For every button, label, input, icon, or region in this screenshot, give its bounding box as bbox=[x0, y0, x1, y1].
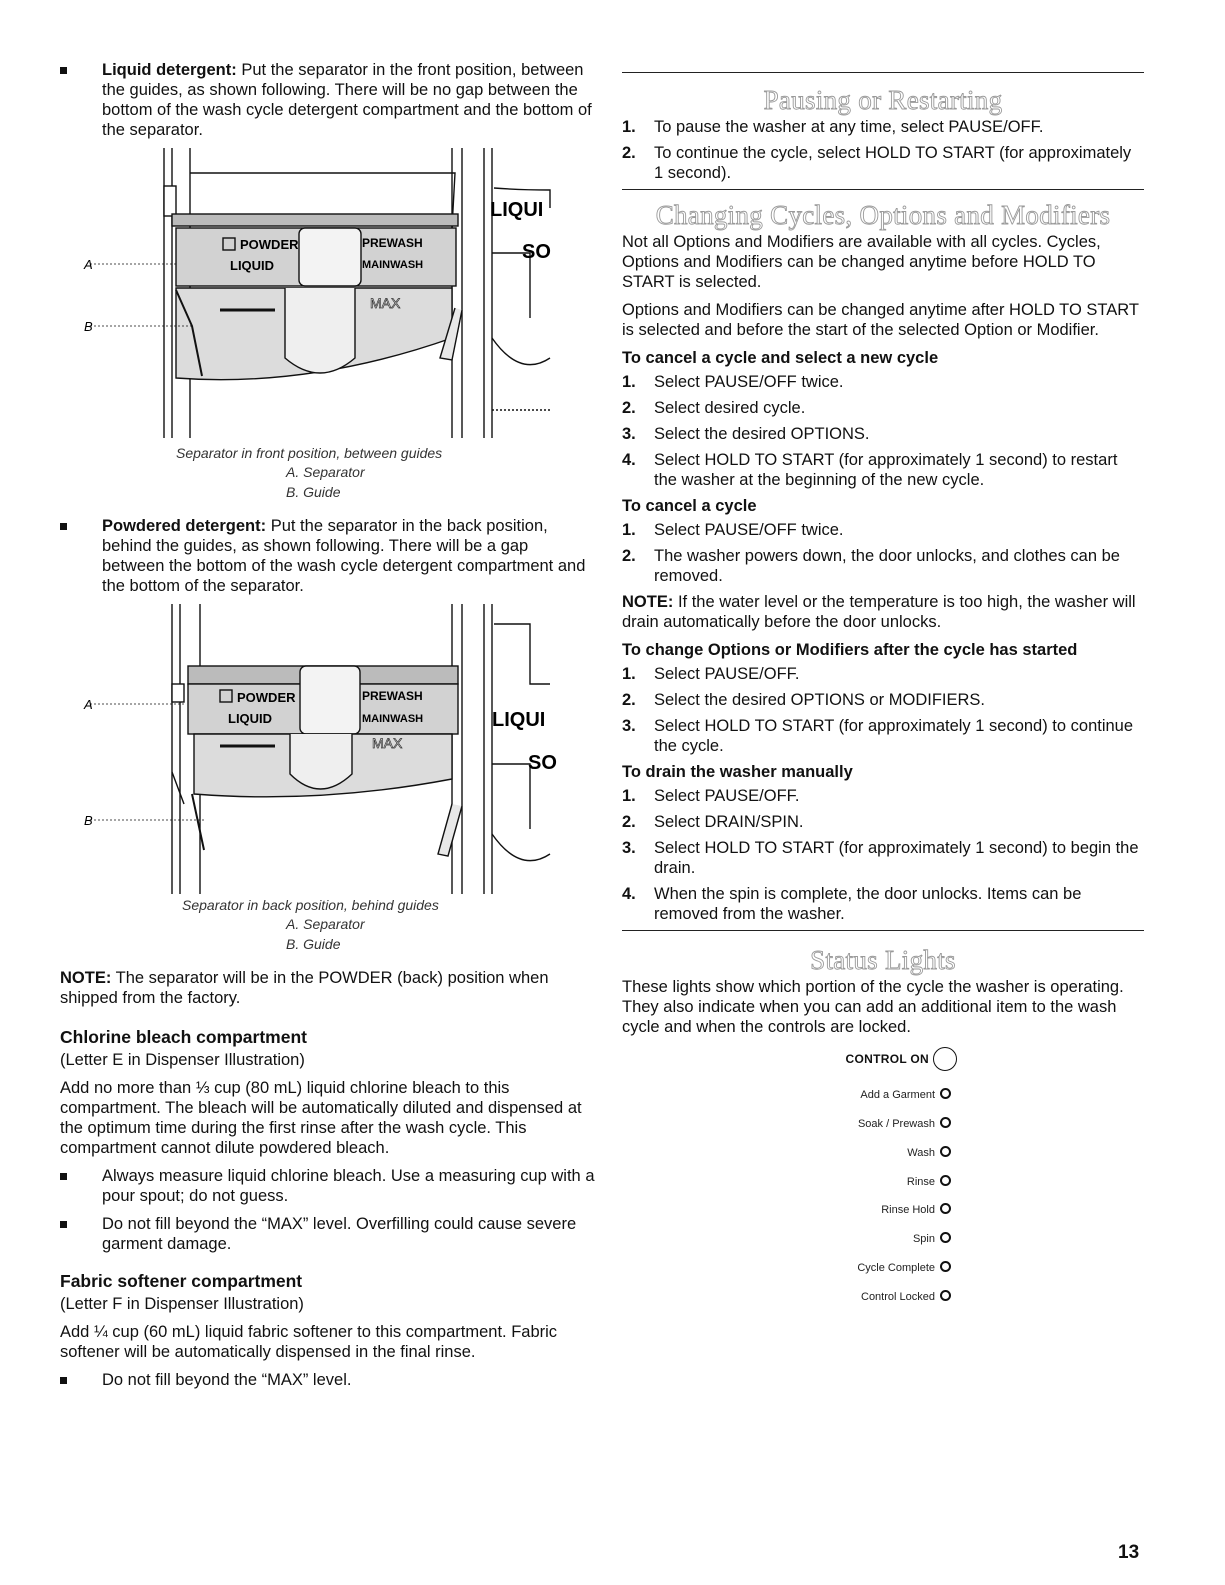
left-column bbox=[60, 60, 595, 1398]
liquid-label: LIQUID bbox=[228, 711, 273, 726]
drain-note bbox=[622, 592, 1144, 632]
cancel-heading: To cancel a cycle bbox=[622, 497, 757, 515]
status-title: Status Lights bbox=[810, 945, 956, 975]
powder-label: POWDER bbox=[237, 690, 296, 705]
figure-caption-front: Separator in front position, between guides bbox=[176, 445, 443, 461]
status-light-icon bbox=[940, 1175, 951, 1186]
status-text: These lights show which portion of the cycle the washer is operating. They also indicate when you can add an additional item to the wash cycle and when the controls are locked. bbox=[622, 978, 1124, 1036]
list-item: 3. Select the desired OPTIONS. bbox=[622, 425, 870, 443]
list-item: 2. Select desired cycle. bbox=[622, 399, 806, 417]
status-light-icon bbox=[940, 1203, 951, 1214]
changing-p1: Not all Options and Modifiers are available with all cycles. Cycles, Options and Modifiers can be changed anytime before HOLD TO START is selected. bbox=[622, 233, 1101, 291]
section-rule bbox=[622, 72, 1144, 73]
chlorine-text: Add no more than ⅓ cup (80 mL) liquid chlorine bleach to this compartment. The bleach will be automatically diluted and dispensed at the optimum time during the first rinse after the wash cycle. This compartment cannot dilute powdered bleach. bbox=[60, 1079, 582, 1157]
status-light-icon bbox=[940, 1088, 951, 1099]
changing-title: Changing Cycles, Options and Modifiers bbox=[655, 200, 1111, 230]
side-label-bottom: SO bbox=[522, 241, 551, 263]
dispenser-illustration-front bbox=[60, 148, 595, 448]
control-on-indicator-icon bbox=[933, 1047, 957, 1071]
side-label-bottom: SO bbox=[528, 752, 557, 774]
prewash-label: PREWASH bbox=[362, 236, 423, 250]
list-item: 1. Select PAUSE/OFF. bbox=[622, 665, 800, 683]
list-item: 1. Select PAUSE/OFF. bbox=[622, 787, 800, 805]
cancel-new-steps bbox=[622, 372, 1144, 490]
drain-steps bbox=[622, 786, 1144, 924]
figure-caption-back: Separator in back position, behind guides bbox=[182, 897, 439, 913]
legend-a-front: A. Separator bbox=[286, 464, 365, 480]
status-light-label: Rinse Hold bbox=[881, 1204, 935, 1216]
cancel-steps bbox=[622, 520, 1144, 586]
liquid-detergent-label: Liquid detergent: bbox=[102, 61, 237, 79]
list-item: 3. Select HOLD TO START (for approximately 1 second) to begin the drain. bbox=[622, 839, 1139, 877]
status-light-icon bbox=[940, 1261, 951, 1272]
status-light-label: Wash bbox=[907, 1147, 935, 1159]
prewash-label: PREWASH bbox=[362, 689, 423, 703]
status-light-icon bbox=[940, 1146, 951, 1157]
powdered-detergent-label: Powdered detergent: bbox=[102, 517, 267, 535]
control-on-row bbox=[846, 1047, 957, 1071]
note-text: If the water level or the temperature is too high, the washer will drain automatically before the door unlocks. bbox=[622, 593, 1136, 631]
status-light-label: Rinse bbox=[906, 1176, 935, 1188]
status-light-row bbox=[857, 1258, 957, 1278]
status-light-icon bbox=[940, 1290, 951, 1301]
callout-b: B bbox=[84, 319, 93, 334]
right-column bbox=[622, 60, 1144, 1367]
status-light-row bbox=[907, 1143, 957, 1163]
status-light-row bbox=[860, 1085, 957, 1105]
note-label: NOTE: bbox=[60, 969, 112, 987]
cancel-new-heading: To cancel a cycle and select a new cycle bbox=[622, 349, 939, 367]
powdered-detergent-item bbox=[60, 516, 595, 596]
changing-p2: Options and Modifiers can be changed anytime after HOLD TO START is selected and before the start of the selected Option or Modifier. bbox=[622, 301, 1139, 339]
liquid-detergent-item bbox=[60, 60, 595, 140]
figure-back-position bbox=[60, 604, 595, 954]
note-text: The separator will be in the POWDER (back) position when shipped from the factory. bbox=[60, 969, 549, 1007]
max-label: MAX bbox=[370, 295, 401, 311]
status-lights-panel bbox=[622, 1047, 957, 1367]
status-light-label: Cycle Complete bbox=[857, 1262, 935, 1274]
list-item: 1. Select PAUSE/OFF twice. bbox=[622, 521, 844, 539]
callout-b: B bbox=[84, 813, 93, 828]
section-rule bbox=[622, 930, 1144, 931]
list-item: 4. When the spin is complete, the door unlocks. Items can be removed from the washer. bbox=[622, 885, 1082, 923]
chlorine-heading: Chlorine bleach compartment bbox=[60, 1027, 307, 1047]
fabric-bullet: Do not fill beyond the “MAX” level. bbox=[60, 1370, 595, 1390]
list-item: 2. Select DRAIN/SPIN. bbox=[622, 813, 804, 831]
page-number: 13 bbox=[1118, 1542, 1140, 1563]
status-light-row bbox=[858, 1114, 957, 1134]
list-item: 2. Select the desired OPTIONS or MODIFIERS. bbox=[622, 691, 986, 709]
status-light-icon bbox=[940, 1232, 951, 1243]
status-light-row bbox=[861, 1287, 957, 1307]
fabric-text: Add ¼ cup (60 mL) liquid fabric softener to this compartment. Fabric softener will be automatically dispensed in the final rinse. bbox=[60, 1323, 558, 1361]
status-light-icon bbox=[940, 1117, 951, 1128]
side-label-top: LIQUI bbox=[490, 199, 544, 221]
dispenser-illustration-back bbox=[60, 604, 595, 906]
status-light-row bbox=[907, 1172, 957, 1192]
list-item: 1. Select PAUSE/OFF twice. bbox=[622, 373, 844, 391]
status-light-label: Control Locked bbox=[861, 1291, 935, 1303]
callout-a: A bbox=[84, 697, 93, 712]
list-item: 2. To continue the cycle, select HOLD TO START (for approximately 1 second). bbox=[622, 144, 1132, 182]
chlorine-bullet: Always measure liquid chlorine bleach. Use a measuring cup with a pour spout; do not guess. bbox=[60, 1166, 595, 1206]
status-light-row bbox=[913, 1229, 957, 1249]
list-item: 4. Select HOLD TO START (for approximately 1 second) to restart the washer at the beginning of the new cycle. bbox=[622, 451, 1118, 489]
legend-a-back: A. Separator bbox=[286, 916, 365, 932]
mainwash-label: MAINWASH bbox=[362, 259, 424, 271]
figure-front-position bbox=[60, 148, 595, 502]
list-item: 3. Select HOLD TO START (for approximately 1 second) to continue the cycle. bbox=[622, 717, 1134, 755]
legend-b-back: B. Guide bbox=[286, 936, 341, 952]
pausing-steps bbox=[622, 117, 1144, 183]
fabric-heading: Fabric softener compartment bbox=[60, 1271, 303, 1291]
list-item: 2. The washer powers down, the door unlocks, and clothes can be removed. bbox=[622, 547, 1120, 585]
status-light-label: Spin bbox=[912, 1233, 935, 1245]
powdered-detergent-text: Put the separator in the back position, behind the guides, as shown following. There will be a gap between the bottom of the wash cycle detergent compartment and the bottom of the separator. bbox=[102, 517, 586, 595]
pausing-title: Pausing or Restarting bbox=[763, 85, 1003, 115]
chlorine-sub: (Letter E in Dispenser Illustration) bbox=[60, 1051, 305, 1069]
change-options-heading: To change Options or Modifiers after the cycle has started bbox=[622, 641, 1078, 659]
status-light-row bbox=[881, 1200, 957, 1220]
list-item: 1. To pause the washer at any time, select PAUSE/OFF. bbox=[622, 118, 1044, 136]
liquid-label: LIQUID bbox=[230, 258, 275, 273]
separator-note bbox=[60, 968, 595, 1008]
side-label-top: LIQUI bbox=[492, 709, 546, 731]
callout-a: A bbox=[84, 257, 93, 272]
control-on-label: CONTROL ON bbox=[845, 1052, 929, 1066]
note-label: NOTE: bbox=[622, 593, 674, 611]
chlorine-bullet: Do not fill beyond the “MAX” level. Overfilling could cause severe garment damage. bbox=[60, 1214, 595, 1254]
fabric-sub: (Letter F in Dispenser Illustration) bbox=[60, 1295, 304, 1313]
liquid-detergent-text: Put the separator in the front position, between the guides, as shown following. There will be no gap between the bottom of the wash cycle detergent compartment and the bottom of the separator. bbox=[102, 61, 592, 139]
mainwash-label: MAINWASH bbox=[362, 713, 424, 725]
legend-b-front: B. Guide bbox=[286, 484, 341, 500]
max-label: MAX bbox=[372, 735, 403, 751]
status-light-label: Soak / Prewash bbox=[857, 1118, 935, 1130]
drain-heading: To drain the washer manually bbox=[622, 763, 853, 781]
change-options-steps bbox=[622, 664, 1144, 756]
section-rule bbox=[622, 189, 1144, 190]
status-light-label: Add a Garment bbox=[860, 1089, 935, 1101]
powder-label: POWDER bbox=[240, 237, 299, 252]
